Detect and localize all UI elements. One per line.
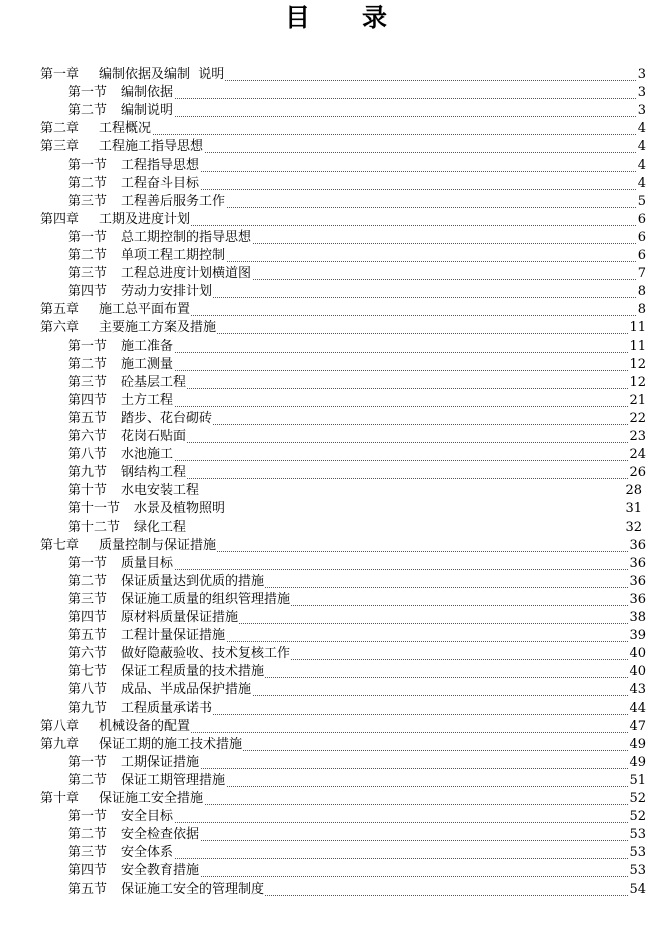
toc-entry-page: 53 (629, 845, 646, 861)
toc-entry-number: 第一节 (68, 157, 108, 173)
toc-entry-title: 工程计量保证措施 (121, 628, 226, 644)
toc-entry-page: 40 (629, 664, 646, 680)
toc-entry-number: 第七节 (68, 664, 108, 680)
toc-entry-page: 36 (629, 537, 646, 553)
toc-entry-title: 保证工程质量的技术措施 (121, 664, 265, 680)
toc-entry-page: 3 (637, 85, 646, 101)
toc-entry-label (68, 500, 226, 518)
toc-entry-page: 11 (629, 320, 646, 336)
toc-entry-title: 施工测量 (121, 356, 174, 372)
toc-entry-number: 第三节 (68, 591, 108, 607)
toc-entry-page: 53 (629, 863, 646, 879)
toc-entry-title: 水电安装工程 (121, 483, 200, 499)
toc-entry-page: 4 (637, 121, 646, 137)
toc-entry-page: 23 (629, 429, 646, 444)
toc-entry-number: 第六节 (68, 429, 108, 444)
toc-entry-number: 第八节 (68, 682, 108, 698)
toc-entry-title: 钢结构工程 (121, 465, 187, 481)
toc-entry-title: 保证施工安全的管理制度 (121, 881, 265, 897)
toc-entry-title: 保证施工质量的组织管理措施 (121, 591, 291, 607)
toc-entry-title: 绿化工程 (134, 519, 187, 535)
toc-entry-title: 保证工期管理措施 (121, 772, 226, 788)
toc-entry-page: 39 (629, 628, 646, 644)
toc-entry-number: 第二节 (68, 175, 108, 191)
toc-entry-number: 第二章 (40, 121, 80, 137)
toc-entry-page: 8 (637, 302, 646, 318)
toc-entry-label (68, 464, 187, 482)
toc-entry-number: 第十节 (68, 483, 108, 499)
toc-entry-title: 水景及植物照明 (134, 501, 226, 517)
toc-entry-page: 12 (629, 356, 646, 372)
toc-entry-number: 第五节 (68, 410, 108, 426)
toc-entry-page: 6 (637, 248, 646, 263)
toc-entry-title: 机械设备的配置 (99, 718, 191, 734)
toc-entry-title: 编制说明 (121, 103, 174, 119)
toc-entry-page: 49 (629, 736, 646, 752)
toc-entry-title: 踏步、花台砌砖 (121, 410, 213, 426)
toc-entry-page: 21 (629, 392, 646, 408)
toc-entry-number: 第五章 (40, 302, 80, 318)
toc-entry-page: 4 (637, 157, 646, 173)
toc-entry-number: 第二节 (68, 827, 108, 843)
toc-entry-number: 第九节 (68, 465, 108, 481)
toc-entry-number: 第三节 (68, 193, 108, 209)
toc-section-entry[interactable] (0, 482, 672, 500)
toc-entry-page: 3 (637, 67, 646, 82)
toc-entry-title: 工期及进度计划 (99, 211, 191, 227)
toc-entry-page: 52 (629, 791, 646, 806)
toc-entry-page: 49 (629, 754, 646, 770)
toc-entry-title: 花岗石贴面 (121, 429, 187, 444)
toc-entry-page: 11 (629, 338, 646, 354)
toc-entry-title: 安全检查依据 (121, 827, 200, 843)
toc-entry-page: 24 (629, 447, 646, 463)
toc-section-entry[interactable] (0, 881, 672, 899)
toc-entry-number: 第一章 (40, 67, 80, 82)
toc-entry-title: 工程总进度计划横道图 (121, 266, 252, 282)
toc-entry-number: 第六章 (40, 320, 80, 336)
toc-section-entry[interactable] (0, 500, 672, 518)
toc-entry-title: 安全体系 (121, 845, 174, 861)
toc-entry-page: 52 (629, 809, 646, 825)
toc-entry-title: 保证工期的施工技术措施 (99, 736, 243, 752)
toc-entry-number: 第三节 (68, 266, 108, 282)
title-char-2: 录 (362, 3, 388, 32)
toc-entry-title: 主要施工方案及措施 (99, 320, 217, 336)
toc-entry-number: 第四节 (68, 863, 108, 879)
toc-entry-number: 第一节 (68, 809, 108, 825)
toc-entry-title: 工期保证措施 (121, 754, 200, 770)
toc-entry-title: 工程指导思想 (121, 157, 200, 173)
toc-entry-number: 第九节 (68, 700, 108, 716)
toc-entry-number: 第二节 (68, 356, 108, 372)
toc-entry-title: 编制依据 (121, 85, 174, 101)
toc-entry-page: 51 (629, 772, 646, 788)
toc-entry-page: 54 (629, 881, 646, 897)
toc-entry-page: 31 (625, 501, 642, 517)
toc-entry-number: 第一节 (68, 754, 108, 770)
toc-entry-number: 第十一节 (68, 501, 121, 517)
toc-entry-number: 第六节 (68, 646, 108, 662)
toc-entry-title: 工程概况 (99, 121, 152, 137)
toc-entry-number: 第二节 (68, 248, 108, 263)
toc-entry-page: 36 (629, 591, 646, 607)
toc-entry-page: 5 (637, 193, 646, 209)
toc-entry-page: 36 (629, 573, 646, 589)
toc-entry-number: 第四节 (68, 392, 108, 408)
toc-entry-label (68, 482, 200, 500)
toc-entry-number: 第一节 (68, 555, 108, 571)
toc-entry-number: 第二节 (68, 772, 108, 788)
toc-entry-number: 第八节 (68, 447, 108, 463)
toc-entry-number: 第十章 (40, 791, 80, 806)
toc-entry-number: 第九章 (40, 736, 80, 752)
toc-entry-page: 28 (625, 483, 642, 499)
toc-entry-title: 质量控制与保证措施 (99, 537, 217, 553)
toc-entry-page: 6 (637, 229, 646, 245)
toc-entry-page: 32 (625, 519, 642, 535)
toc-entry-title: 工程善后服务工作 (121, 193, 226, 209)
toc-entry-page: 6 (637, 211, 646, 227)
toc-entry-title: 质量目标 (121, 555, 174, 571)
toc-entry-number: 第三节 (68, 374, 108, 390)
toc-entry-page: 4 (637, 175, 646, 191)
toc-entry-title: 保证施工安全措施 (99, 791, 204, 806)
toc-entry-number: 第一节 (68, 338, 108, 354)
toc-entry-page: 3 (637, 103, 646, 119)
toc-entry-number: 第一节 (68, 85, 108, 101)
toc-entry-number: 第五节 (68, 881, 108, 897)
toc-entry-title: 工程质量承诺书 (121, 700, 213, 716)
toc-entry-title: 编制依据及编制 说明 (99, 67, 225, 82)
toc-entry-page: 4 (637, 139, 646, 155)
toc-entry-title: 单项工程工期控制 (121, 248, 226, 263)
page-title (0, 2, 672, 34)
toc-section-entry[interactable] (0, 464, 672, 482)
toc-entry-page: 22 (629, 410, 646, 426)
toc-entry-number: 第二节 (68, 573, 108, 589)
toc-entry-page: 8 (637, 284, 646, 300)
toc-entry-page: 7 (637, 266, 646, 282)
toc-entry-number: 第三节 (68, 845, 108, 861)
toc-entry-number: 第五节 (68, 628, 108, 644)
toc-entry-page: 12 (629, 374, 646, 390)
toc-entry-title: 砼基层工程 (121, 374, 187, 390)
toc-entry-page: 47 (629, 718, 646, 734)
toc-entry-title: 安全教育措施 (121, 863, 200, 879)
toc-entry-number: 第二节 (68, 103, 108, 119)
toc-entry-label (68, 881, 265, 899)
toc-entry-number: 第七章 (40, 537, 80, 553)
toc-entry-title: 施工准备 (121, 338, 174, 354)
toc-entry-number: 第四节 (68, 284, 108, 300)
toc-entry-title: 土方工程 (121, 392, 174, 408)
toc-entry-title: 保证质量达到优质的措施 (121, 573, 265, 589)
toc-entry-page: 26 (629, 465, 646, 481)
toc-entry-page: 38 (629, 610, 646, 625)
toc-entry-title: 劳动力安排计划 (121, 284, 213, 300)
toc-entry-number: 第三章 (40, 139, 80, 155)
toc-entry-number: 第四章 (40, 211, 80, 227)
toc-entry-number: 第一节 (68, 229, 108, 245)
toc-entry-page: 53 (629, 827, 646, 843)
toc-entry-number: 第四节 (68, 610, 108, 625)
toc-entry-page: 40 (629, 646, 646, 662)
toc-entry-page: 36 (629, 555, 646, 571)
toc-entry-title: 施工总平面布置 (99, 302, 191, 318)
toc-entry-title: 做好隐蔽验收、技术复核工作 (121, 646, 291, 662)
title-char-1: 目 (284, 3, 310, 32)
toc-entry-number: 第八章 (40, 718, 80, 734)
toc-entry-title: 水池施工 (121, 447, 174, 463)
toc-entry-title: 成品、半成品保护措施 (121, 682, 252, 698)
toc-entry-title: 安全目标 (121, 809, 174, 825)
toc-entry-page: 43 (629, 682, 646, 698)
toc-entry-title: 原材料质量保证措施 (121, 610, 239, 625)
toc-entry-title: 工程奋斗目标 (121, 175, 200, 191)
toc-entry-title: 工程施工指导思想 (99, 139, 204, 155)
toc-entry-page: 44 (629, 700, 646, 716)
toc-entry-number: 第十二节 (68, 519, 121, 535)
toc-entry-title: 总工期控制的指导思想 (121, 229, 252, 245)
